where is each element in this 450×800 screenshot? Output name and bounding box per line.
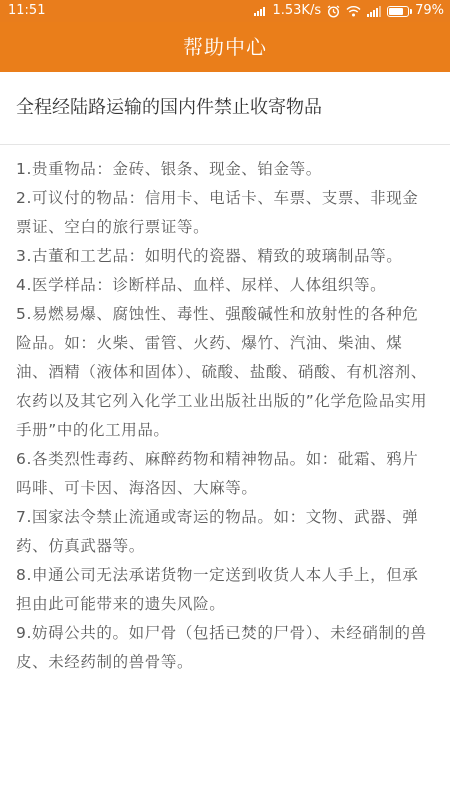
list-item: 4.医学样品：诊断样品、血样、尿样、人体组织等。 [16, 276, 387, 294]
status-time: 11:51 [8, 3, 46, 18]
battery-level-fill [389, 8, 403, 15]
list-item: 9.妨碍公共的。如尸骨（包括已焚的尸骨）、未经硝制的兽皮、未经药制的兽骨等。 [16, 624, 427, 671]
battery-percent: 79% [415, 3, 444, 18]
status-right-group [254, 0, 444, 22]
prohibited-items-list [0, 145, 450, 677]
page-title: 帮助中心 [183, 35, 267, 59]
alarm-icon [327, 5, 340, 18]
help-content [0, 72, 450, 800]
status-bar [0, 0, 450, 22]
list-item: 5.易燃易爆、腐蚀性、毒性、强酸碱性和放射性的各种危险品。如：火柴、雷管、火药、爆竹、汽油、柴油、煤油、酒精（液体和固体）、硫酸、盐酸、硝酸、有机溶剂、农药以及其它列入化学工业出版社出版的”化学危险品实用手册”中的化工用品。 [16, 305, 428, 439]
list-item: 7.国家法令禁止流通或寄运的物品。如：文物、武器、弹药、仿真武器等。 [16, 508, 419, 555]
list-item: 2.可议付的物品：信用卡、电话卡、车票、支票、非现金票证、空白的旅行票证等。 [16, 189, 419, 236]
list-item: 6.各类烈性毒药、麻醉药物和精神物品。如：砒霜、鸦片吗啡、可卡因、海洛因、大麻等。 [16, 450, 419, 497]
cell-signal-icon [367, 6, 381, 17]
app-header [0, 22, 450, 72]
list-item: 8.申通公司无法承诺货物一定送到收货人本人手上，但承担由此可能带来的遗失风险。 [16, 566, 419, 613]
network-speed: 1.53K/s [272, 3, 322, 18]
list-item: 1.贵重物品：金砖、银条、现金、铂金等。 [16, 160, 322, 178]
battery-icon [387, 6, 409, 17]
wifi-icon [346, 6, 361, 17]
list-item: 3.古董和工艺品：如明代的瓷器、精致的玻璃制品等。 [16, 247, 403, 265]
section-title: 全程经陆路运输的国内件禁止收寄物品 [0, 72, 450, 145]
signal-icon [254, 6, 266, 16]
